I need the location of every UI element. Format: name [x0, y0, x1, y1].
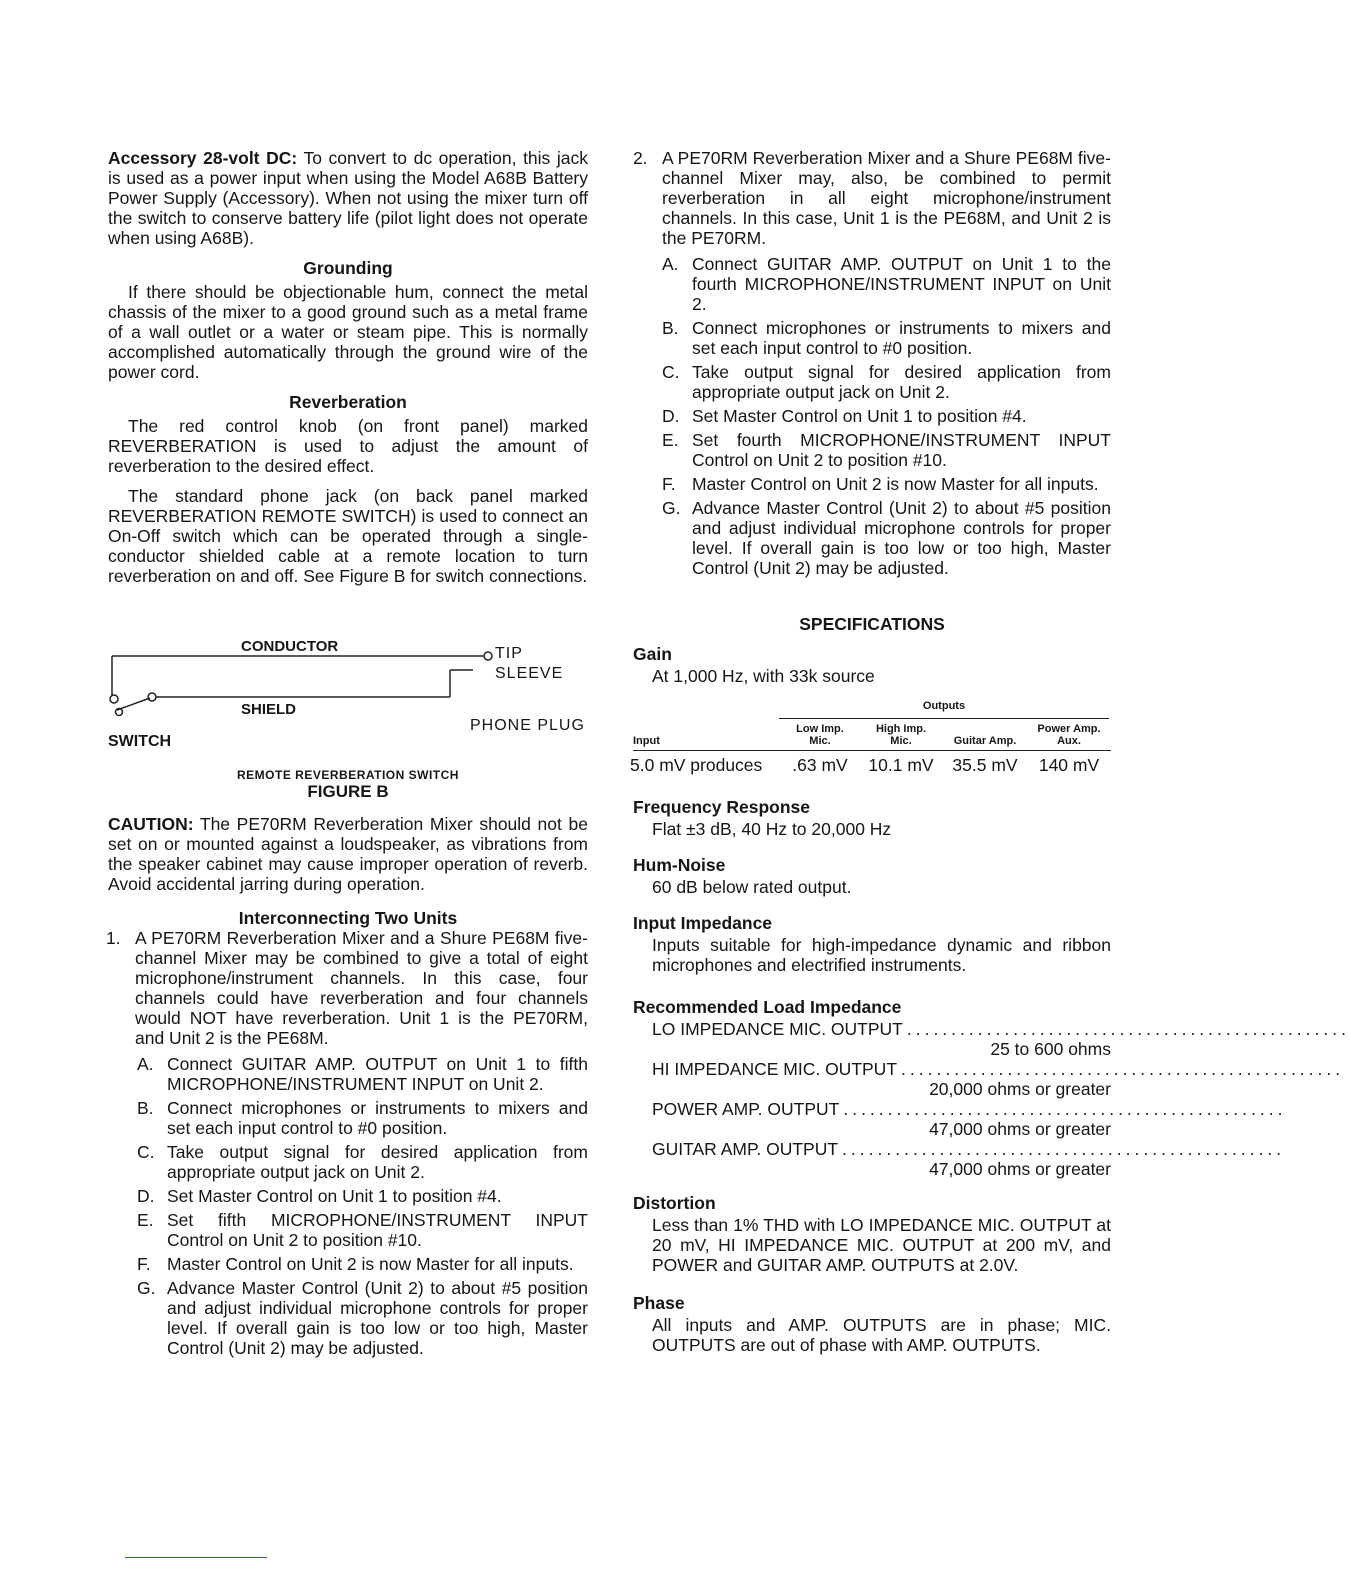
high-imp-header: High Imp. Mic.: [875, 723, 927, 747]
gain-table: [630, 696, 1111, 775]
hum-noise-text: 60 dB below rated output.: [652, 877, 852, 897]
right-column: [630, 148, 1350, 1355]
conductor-label: CONDUCTOR: [241, 638, 339, 655]
list-item: [662, 318, 1111, 358]
hum-noise-heading: Hum-Noise: [633, 855, 726, 875]
leader-dots: ..................................................: [906, 1019, 1350, 1039]
item-1: [106, 928, 588, 1048]
input-impedance-text: Inputs suitable for high-impedance dynamic and ribbon microphones and electrified instruments.: [652, 935, 1111, 975]
list-item: [137, 1054, 588, 1094]
load-impedance-heading: Recommended Load Impedance: [633, 997, 902, 1017]
phase-text: All inputs and AMP. OUTPUTS are in phase; MIC. OUTPUTS are out of phase with AMP. OUTPUTS.: [652, 1315, 1111, 1355]
item-2: [633, 148, 1111, 248]
row-power-amp: 140 mV: [1038, 755, 1100, 775]
caution-label: CAUTION:: [108, 814, 194, 834]
distortion-text: Less than 1% THD with LO IMPEDANCE MIC. OUTPUT at 20 mV, HI IMPEDANCE MIC. OUTPUT at 200 mV, and POWER and GUITAR AMP. OUTPUTS at 2.0V.: [652, 1215, 1111, 1275]
phone-plug-label: PHONE PLUG: [470, 717, 585, 734]
step-text: Set fourth MICROPHONE/INSTRUMENT INPUT Control on Unit 2 to position #10.: [692, 430, 1111, 470]
grounding-text: If there should be objectionable hum, connect the metal chassis of the mixer to a good ground such as a metal frame of a wall outlet or a water or steam pipe. This is normally accomplished automatically through the ground wire of the power cord.: [108, 282, 588, 382]
item-1-number: 1.: [106, 928, 121, 948]
step-letter: A.: [662, 254, 679, 274]
outputs-header: Outputs: [779, 696, 1109, 719]
switch-label: SWITCH: [108, 733, 172, 750]
left-column: [108, 148, 588, 1358]
reverberation-heading: Reverberation: [289, 392, 407, 412]
item-1-steps: [108, 1054, 588, 1358]
step-letter: B.: [137, 1098, 154, 1118]
step-letter: F.: [137, 1254, 151, 1274]
load-row: [652, 1139, 1286, 1159]
frequency-text: Flat ±3 dB, 40 Hz to 20,000 Hz: [652, 819, 892, 839]
figure-label: FIGURE B: [307, 782, 389, 801]
step-letter: C.: [662, 362, 680, 382]
frequency-heading: Frequency Response: [633, 797, 810, 817]
leader-dots: ..................................................: [842, 1139, 1286, 1159]
list-item: [662, 498, 1111, 578]
low-imp-header: Low Imp. Mic.: [796, 723, 844, 747]
load-row: [652, 1059, 1345, 1079]
accessory-label: Accessory 28-volt DC:: [108, 148, 298, 168]
step-text: Connect GUITAR AMP. OUTPUT on Unit 1 to the fourth MICROPHONE/INSTRUMENT INPUT on Unit 2.: [692, 254, 1111, 314]
step-letter: C.: [137, 1142, 155, 1162]
step-text: Set Master Control on Unit 1 to position #4.: [167, 1186, 502, 1206]
step-letter: E.: [137, 1210, 154, 1230]
phase-heading: Phase: [633, 1293, 685, 1313]
load-value: 20,000 ohms or greater: [929, 1079, 1111, 1099]
gain-heading: Gain: [633, 644, 672, 664]
leader-dots: ..................................................: [901, 1059, 1345, 1079]
input-header: Input: [633, 735, 660, 747]
list-item: [662, 406, 1111, 426]
load-row: [652, 1099, 1287, 1119]
footnote-rule: [125, 1557, 267, 1558]
list-item: [137, 1142, 588, 1182]
reverberation-text-1: The red control knob (on front panel) marked REVERBERATION is used to adjust the amount of reverberation to the desired effect.: [108, 416, 588, 476]
list-item: [662, 474, 1111, 494]
accessory-text: To convert to dc operation, this jack is used as a power input when using the Model A68B Battery Power Supply (Accessory). When not using the mixer turn off the switch to conserve battery life (pilot light does not operate when using A68B).: [108, 148, 588, 248]
table-row: [630, 755, 1111, 775]
tip-label: TIP: [495, 645, 523, 662]
row-low-imp: .63 mV: [792, 755, 848, 775]
sleeve-label: SLEEVE: [495, 665, 564, 682]
row-high-imp: 10.1 mV: [868, 755, 934, 775]
list-item: [662, 362, 1111, 402]
step-letter: G.: [137, 1278, 156, 1298]
list-item: [137, 1210, 588, 1250]
guitar-amp-header: Guitar Amp.: [953, 735, 1017, 747]
row-guitar-amp: 35.5 mV: [952, 755, 1018, 775]
step-text: Connect GUITAR AMP. OUTPUT on Unit 1 to fifth MICROPHONE/INSTRUMENT INPUT on Unit 2.: [167, 1054, 588, 1094]
reverberation-text-2: The standard phone jack (on back panel marked REVERBERATION REMOTE SWITCH) is used to connect an On-Off switch which can be operated through a single-conductor shielded cable at a remote location to turn reverberation on and off. See Figure B for switch connections.: [108, 486, 588, 586]
step-letter: D.: [137, 1186, 155, 1206]
step-letter: A.: [137, 1054, 154, 1074]
step-text: Advance Master Control (Unit 2) to about #5 position and adjust individual microphone controls for proper level. If overall gain is too low or too high, Master Control (Unit 2) may be adjusted.: [692, 498, 1111, 578]
accessory-paragraph: [108, 148, 588, 248]
step-text: Set fifth MICROPHONE/INSTRUMENT INPUT Control on Unit 2 to position #10.: [167, 1210, 588, 1250]
list-item: [137, 1254, 588, 1274]
load-value: 47,000 ohms or greater: [929, 1159, 1111, 1179]
load-label: GUITAR AMP. OUTPUT: [652, 1139, 839, 1159]
shield-label: SHIELD: [241, 701, 297, 718]
load-value: 25 to 600 ohms: [990, 1039, 1111, 1059]
interconnect-heading: Interconnecting Two Units: [238, 908, 458, 928]
step-text: Take output signal for desired application from appropriate output jack on Unit 2.: [167, 1142, 588, 1182]
specifications-heading: SPECIFICATIONS: [799, 614, 945, 634]
figure-caption: REMOTE REVERBERATION SWITCH: [237, 768, 459, 782]
step-text: Set Master Control on Unit 1 to position #4.: [692, 406, 1027, 426]
list-item: [137, 1278, 588, 1358]
item-1-text: A PE70RM Reverberation Mixer and a Shure PE68M five-channel Mixer may be combined to give a total of eight microphone/instrument channels. In this case, four channels could have reverberation and four channels would NOT have reverberation. Unit 1 is the PE70RM, and Unit 2 is the PE68M.: [135, 928, 588, 1048]
step-text: Take output signal for desired application from appropriate output jack on Unit 2.: [692, 362, 1111, 402]
step-text: Master Control on Unit 2 is now Master for all inputs.: [692, 474, 1099, 494]
gain-text: At 1,000 Hz, with 33k source: [652, 666, 875, 686]
list-item: [137, 1098, 588, 1138]
power-amp-header: Power Amp. Aux.: [1037, 723, 1101, 747]
item-2-text: A PE70RM Reverberation Mixer and a Shure PE68M five-channel Mixer may, also, be combined to permit reverberation in all eight microphone/instrument channels. In this case, Unit 1 is the PE68M, and Unit 2 is the PE70RM.: [662, 148, 1111, 248]
step-text: Advance Master Control (Unit 2) to about #5 position and adjust individual microphone controls for proper level. If overall gain is too low or too high, Master Control (Unit 2) may be adjusted.: [167, 1278, 588, 1358]
step-letter: E.: [662, 430, 679, 450]
item-2-number: 2.: [633, 148, 648, 168]
load-label: HI IMPEDANCE MIC. OUTPUT: [652, 1059, 898, 1079]
step-text: Master Control on Unit 2 is now Master for all inputs.: [167, 1254, 574, 1274]
load-label: POWER AMP. OUTPUT: [652, 1099, 840, 1119]
list-item: [137, 1186, 588, 1206]
step-letter: G.: [662, 498, 681, 518]
list-item: [662, 254, 1111, 314]
input-impedance-heading: Input Impedance: [633, 913, 773, 933]
distortion-heading: Distortion: [633, 1193, 716, 1213]
item-2-steps: [633, 254, 1111, 578]
step-letter: D.: [662, 406, 680, 426]
step-text: Connect microphones or instruments to mixers and set each input control to #0 position.: [167, 1098, 588, 1138]
step-letter: F.: [662, 474, 676, 494]
load-value: 47,000 ohms or greater: [929, 1119, 1111, 1139]
leader-dots: ..................................................: [843, 1099, 1287, 1119]
grounding-heading: Grounding: [303, 258, 393, 278]
caution-text: The PE70RM Reverberation Mixer should not be set on or mounted against a loudspeaker, as vibrations from the speaker cabinet may cause improper operation of reverb. Avoid accidental jarring during operation.: [108, 814, 588, 894]
load-row: [652, 1019, 1350, 1039]
list-item: [662, 430, 1111, 470]
row-input: 5.0 mV produces: [630, 755, 763, 775]
load-label: LO IMPEDANCE MIC. OUTPUT: [652, 1019, 903, 1039]
step-text: Connect microphones or instruments to mixers and set each input control to #0 position.: [692, 318, 1111, 358]
load-impedance-list: [633, 1019, 1350, 1179]
step-letter: B.: [662, 318, 679, 338]
figure-b: [108, 632, 588, 842]
